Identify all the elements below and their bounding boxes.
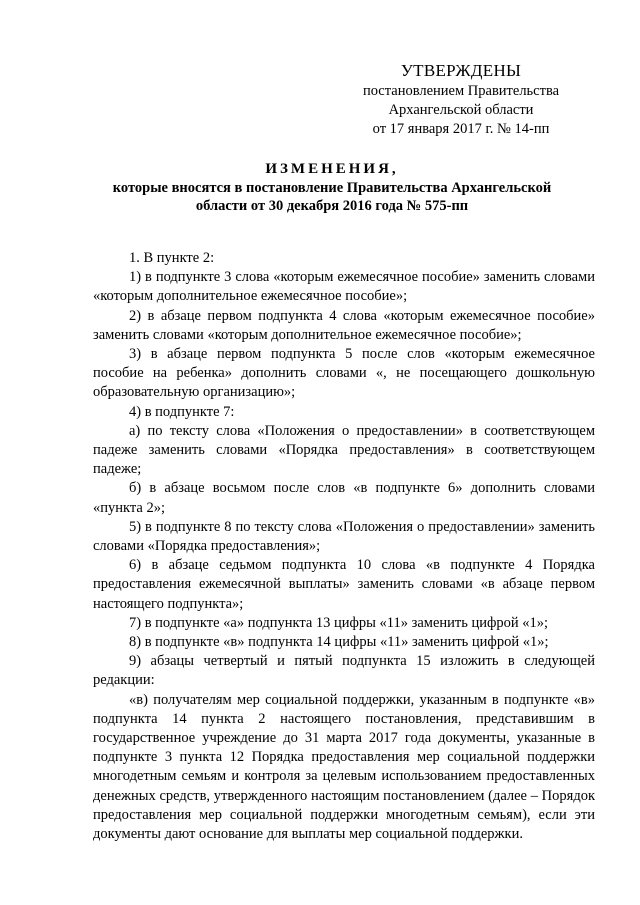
paragraph-7: б) в абзаце восьмом после слов «в подпункте 6» дополнить словами «пункта 2»; bbox=[93, 480, 595, 516]
paragraph-13: «в) получателям мер социальной поддержки, указанным в подпункте «в» подпункта 14 пункта 2 настоящего постановления, представившим в государственное учреждение до 31 марта 2017 года документы, указанные в подпункте 3 пункта 12 Порядка предоставления мер социальной поддержки многодетным семьям и контроля за целевым использованием предоставленных денежных средств, утвержденного настоящим постановлением (далее – Порядок предоставления мер социальной поддержки многодетным семьям), если эти документы дают основание для выплаты мер социальной поддержки. bbox=[93, 691, 595, 843]
paragraph-6: а) по тексту слова «Положения о предоставлении» в соответствующем падеже заменить словами «Порядка предоставления» в соответствующем падеже; bbox=[93, 422, 595, 478]
paragraph-3: 2) в абзаце первом подпункта 4 слова «которым ежемесячное пособие» заменить словами «которым дополнительное ежемесячное пособие»; bbox=[93, 307, 595, 343]
paragraph-11: 8) в подпункте «в» подпункта 14 цифры «11» заменить цифрой «1»; bbox=[129, 634, 549, 651]
document-body bbox=[93, 249, 595, 844]
approval-stamp-block bbox=[340, 60, 582, 139]
title-line-2: области от 30 декабря 2016 года № 575-пп bbox=[195, 198, 469, 214]
paragraph-4: 3) в абзаце первом подпункта 5 после слов «которым ежемесячное пособие на ребенка» дополнить словами «, не посещающего дошкольную образовательную организацию»; bbox=[93, 346, 595, 401]
document-title bbox=[80, 160, 584, 215]
approval-line-2: Архангельской области bbox=[388, 102, 534, 118]
paragraph-12: 9) абзацы четвертый и пятый подпункта 15 изложить в следующей редакции: bbox=[93, 653, 595, 689]
approval-line-1: постановлением Правительства bbox=[362, 83, 560, 99]
approval-heading: УТВЕРЖДЕНЫ bbox=[400, 61, 522, 80]
paragraph-2: 1) в подпункте 3 слова «которым ежемесячное пособие» заменить словами «которым дополнительное ежемесячное пособие»; bbox=[93, 269, 595, 305]
title-main: ИЗМЕНЕНИЯ, bbox=[265, 161, 399, 177]
approval-line-3: от 17 января 2017 г. № 14-пп bbox=[372, 121, 550, 137]
paragraph-8: 5) в подпункте 8 по тексту слова «Положения о предоставлении» заменить словами «Порядка предоставления»; bbox=[93, 518, 595, 555]
paragraph-1: 1. В пункте 2: bbox=[129, 250, 215, 266]
paragraph-10: 7) в подпункте «а» подпункта 13 цифры «11» заменить цифрой «1»; bbox=[129, 614, 549, 631]
paragraph-5: 4) в подпункте 7: bbox=[129, 403, 235, 420]
paragraph-9: 6) в абзаце седьмом подпункта 10 слова «в подпункте 4 Порядка предоставления ежемесячной выплаты» заменить словами «в абзаце первом настоящего подпункта»; bbox=[93, 557, 595, 612]
title-line-1: которые вносятся в постановление Правительства Архангельской bbox=[112, 180, 552, 196]
